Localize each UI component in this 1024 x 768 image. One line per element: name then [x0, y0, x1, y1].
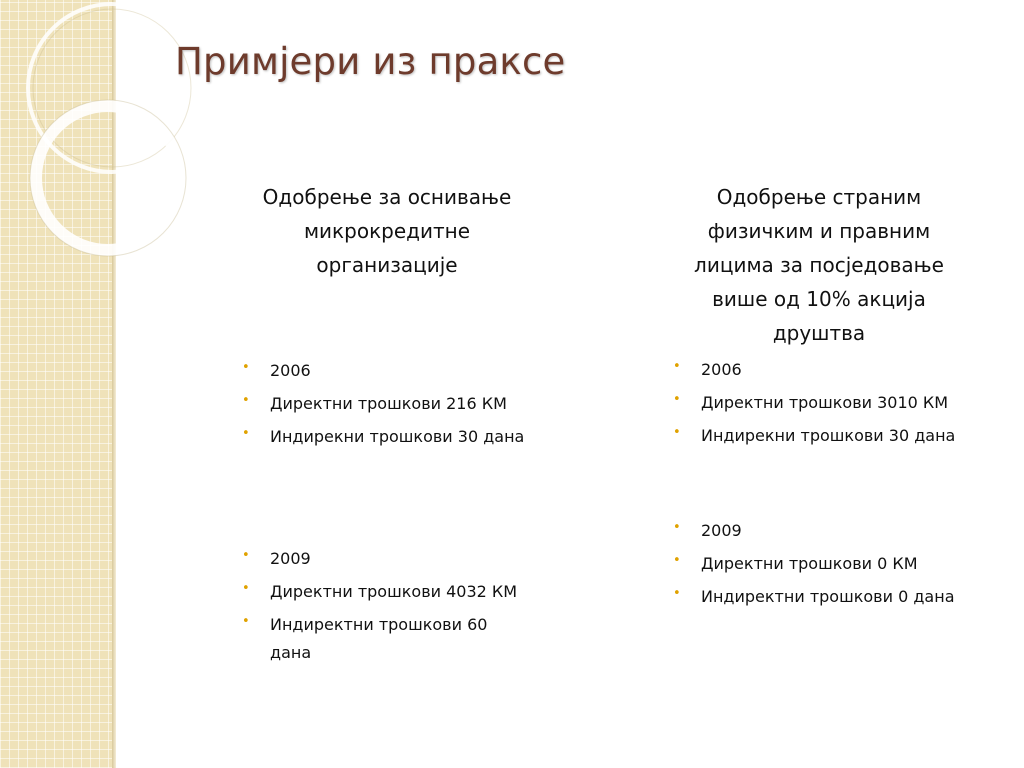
right-bullets-2006	[672, 356, 972, 455]
list-item-text: Индиректни трошкови 60 дана	[270, 615, 488, 662]
bullet-dot-icon: •	[242, 426, 250, 441]
list-item-text: 2006	[701, 360, 742, 379]
bullet-dot-icon: •	[673, 520, 681, 535]
list-item-text: Директни трошкови 4032 КМ	[270, 582, 518, 601]
list-item	[241, 545, 531, 573]
bullet-dot-icon: •	[242, 393, 250, 408]
left-bullets-2006	[241, 357, 531, 456]
heading-line: Одобрење страним	[716, 185, 922, 209]
list-item-text: Индиректни трошкови 0 дана	[701, 587, 955, 606]
heading-line: лицима за посједовање	[694, 253, 944, 277]
list-item	[672, 389, 972, 417]
bullet-dot-icon: •	[673, 586, 681, 601]
heading-line: Одобрење за оснивање	[262, 185, 512, 209]
list-item-text: Директни трошкови 0 КМ	[701, 554, 918, 573]
bullet-dot-icon: •	[673, 553, 681, 568]
bullet-dot-icon: •	[673, 359, 681, 374]
bullet-dot-icon: •	[242, 360, 250, 375]
list-item	[672, 517, 972, 545]
list-item	[241, 611, 531, 667]
bullet-dot-icon: •	[242, 581, 250, 596]
heading-line: организације	[316, 253, 458, 277]
left-column-heading	[228, 180, 546, 282]
list-item-text: Индирекни трошкови 30 дана	[270, 427, 525, 446]
list-item	[241, 423, 531, 451]
list-item	[241, 578, 531, 606]
bullet-dot-icon: •	[673, 392, 681, 407]
list-item-text: Директни трошкови 216 КМ	[270, 394, 507, 413]
bullet-dot-icon: •	[673, 425, 681, 440]
list-item	[241, 357, 531, 385]
list-item-text: Директни трошкови 3010 КМ	[701, 393, 949, 412]
decorative-circles	[0, 0, 200, 280]
list-item	[241, 390, 531, 418]
list-item-text: 2009	[270, 549, 311, 568]
heading-line: физичким и правним	[707, 219, 931, 243]
bullet-dot-icon: •	[242, 548, 250, 563]
list-item-text: Индирекни трошкови 30 дана	[701, 426, 956, 445]
right-column-heading	[660, 180, 978, 350]
heading-line: друштва	[772, 321, 866, 345]
slide-title: Примјери из праксе	[175, 40, 566, 83]
bullet-dot-icon: •	[242, 614, 250, 629]
right-bullets-2009	[672, 517, 972, 616]
list-item-text: 2006	[270, 361, 311, 380]
list-item	[672, 422, 972, 450]
left-bullets-2009	[241, 545, 531, 672]
list-item	[672, 550, 972, 578]
list-item	[672, 583, 972, 611]
list-item-text: 2009	[701, 521, 742, 540]
heading-line: микрокредитне	[303, 219, 471, 243]
heading-line: више од 10% акција	[712, 287, 926, 311]
list-item	[672, 356, 972, 384]
